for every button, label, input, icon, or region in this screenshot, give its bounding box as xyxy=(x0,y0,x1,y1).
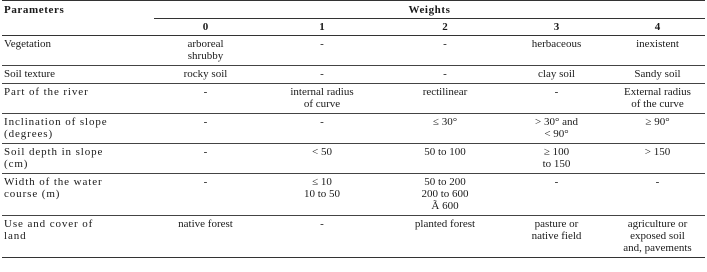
cell-value: 200 to 600 xyxy=(421,188,469,200)
parameter-label: Width of the water xyxy=(4,176,103,188)
weight-3-cell xyxy=(503,114,610,144)
weight-4-cell xyxy=(610,66,705,84)
cell-value: - xyxy=(554,86,559,98)
cell-value: and, pavements xyxy=(623,242,692,254)
cell-value: - xyxy=(554,176,559,188)
table-row xyxy=(2,114,705,144)
cell-value: rocky soil xyxy=(183,68,228,80)
cell-value: of the curve xyxy=(631,98,684,110)
parameter-label: Vegetation xyxy=(4,38,52,50)
cell-value: - xyxy=(443,68,447,80)
cell-value: planted forest xyxy=(414,218,476,230)
weight-0-cell xyxy=(154,84,257,114)
weight-level-0: 0 xyxy=(202,21,209,33)
table-row xyxy=(2,216,705,258)
parameter-label: Soil depth in slope xyxy=(4,146,104,158)
weight-levels-row xyxy=(2,19,705,36)
weight-1-cell xyxy=(257,84,387,114)
cell-value: - xyxy=(203,86,208,98)
weight-3-cell xyxy=(503,84,610,114)
table-body xyxy=(2,36,705,258)
cell-value: < 50 xyxy=(312,146,332,158)
weight-4-cell xyxy=(610,84,705,114)
weights-header: Weights xyxy=(154,1,705,19)
table-row xyxy=(2,36,705,66)
weight-4-cell xyxy=(610,114,705,144)
weight-3-cell xyxy=(503,216,610,258)
weight-4-cell xyxy=(610,216,705,258)
table-row xyxy=(2,144,705,174)
weight-0-cell xyxy=(154,66,257,84)
cell-value: > 150 xyxy=(644,146,671,158)
weight-3-cell xyxy=(503,36,610,66)
weight-1-cell xyxy=(257,114,387,144)
weight-4-cell xyxy=(610,144,705,174)
weight-1-cell xyxy=(257,216,387,258)
weight-3-cell xyxy=(503,174,610,216)
parameter-label: land xyxy=(4,230,27,242)
cell-value: - xyxy=(203,146,208,158)
cell-value: 50 to 200 xyxy=(424,176,466,188)
cell-value: > 30° and xyxy=(535,116,578,128)
parameter-label: course (m) xyxy=(4,188,61,200)
cell-value: of curve xyxy=(303,98,341,110)
cell-value: - xyxy=(443,38,447,50)
weight-level-4: 4 xyxy=(654,21,661,33)
cell-value: - xyxy=(320,38,324,50)
cell-value: < 90° xyxy=(544,128,569,140)
cell-value: herbaceous xyxy=(531,38,582,50)
cell-value: internal radius xyxy=(290,86,354,98)
weight-1-cell xyxy=(257,36,387,66)
weight-2-cell xyxy=(387,216,503,258)
cell-value: ≤ 30° xyxy=(432,116,458,128)
cell-value: 50 to 100 xyxy=(424,146,466,158)
cell-value: clay soil xyxy=(538,68,575,80)
weight-level-2: 2 xyxy=(442,21,448,33)
weight-2-cell xyxy=(387,114,503,144)
cell-value: agriculture or xyxy=(627,218,688,230)
cell-value: native field xyxy=(531,230,582,242)
cell-value: to 150 xyxy=(542,158,571,170)
table-row xyxy=(2,66,705,84)
weight-2-cell xyxy=(387,144,503,174)
table-header-row xyxy=(2,1,705,19)
cell-value: - xyxy=(203,116,208,128)
weight-0-cell xyxy=(154,174,257,216)
cell-value: rectilinear xyxy=(422,86,468,98)
parameter-label: (degrees) xyxy=(4,128,54,140)
cell-value: - xyxy=(320,116,324,128)
cell-value: Ã 600 xyxy=(431,200,459,212)
table-row xyxy=(2,84,705,114)
parameter-cell xyxy=(2,36,154,66)
weight-4-cell xyxy=(610,174,705,216)
parameters-header: Parameters xyxy=(4,4,65,16)
cell-value: native forest xyxy=(178,218,233,230)
cell-value: arboreal xyxy=(187,38,224,50)
parameter-label: Part of the river xyxy=(4,86,89,98)
cell-value: inexistent xyxy=(636,38,679,50)
parameter-label: Soil texture xyxy=(4,68,56,80)
cell-value: External radius xyxy=(624,86,691,98)
cell-value: pasture or xyxy=(534,218,579,230)
weight-1-cell xyxy=(257,66,387,84)
weight-1-cell xyxy=(257,174,387,216)
parameter-label: Inclination of slope xyxy=(4,116,108,128)
cell-value: - xyxy=(203,176,208,188)
weight-1-cell xyxy=(257,144,387,174)
weights-table xyxy=(2,0,705,258)
parameter-cell xyxy=(2,114,154,144)
weight-2-cell xyxy=(387,84,503,114)
cell-value: ≥ 100 xyxy=(543,146,570,158)
parameter-cell xyxy=(2,144,154,174)
cell-value: - xyxy=(320,218,324,230)
weight-0-cell xyxy=(154,216,257,258)
cell-value: ≥ 90° xyxy=(645,116,670,128)
cell-value: exposed soil xyxy=(630,230,685,242)
parameter-cell xyxy=(2,66,154,84)
weight-0-cell xyxy=(154,144,257,174)
weight-2-cell xyxy=(387,36,503,66)
cell-value: 10 to 50 xyxy=(303,188,341,200)
weight-0-cell xyxy=(154,36,257,66)
cell-value: shrubby xyxy=(187,50,224,62)
weight-2-cell xyxy=(387,174,503,216)
header-spacer xyxy=(2,19,154,36)
weight-3-cell xyxy=(503,144,610,174)
weight-level-3: 3 xyxy=(553,21,560,33)
parameter-label: Use and cover of xyxy=(4,218,94,230)
weight-0-cell xyxy=(154,114,257,144)
parameter-cell xyxy=(2,216,154,258)
cell-value: - xyxy=(320,68,324,80)
cell-value: Sandy soil xyxy=(634,68,681,80)
parameter-label: (cm) xyxy=(4,158,29,170)
weight-3-cell xyxy=(503,66,610,84)
table-row xyxy=(2,174,705,216)
weight-4-cell xyxy=(610,36,705,66)
cell-value: ≤ 10 xyxy=(312,176,332,188)
weight-2-cell xyxy=(387,66,503,84)
cell-value: - xyxy=(655,176,660,188)
parameter-cell xyxy=(2,174,154,216)
parameter-cell xyxy=(2,84,154,114)
weight-level-1: 1 xyxy=(319,21,325,33)
